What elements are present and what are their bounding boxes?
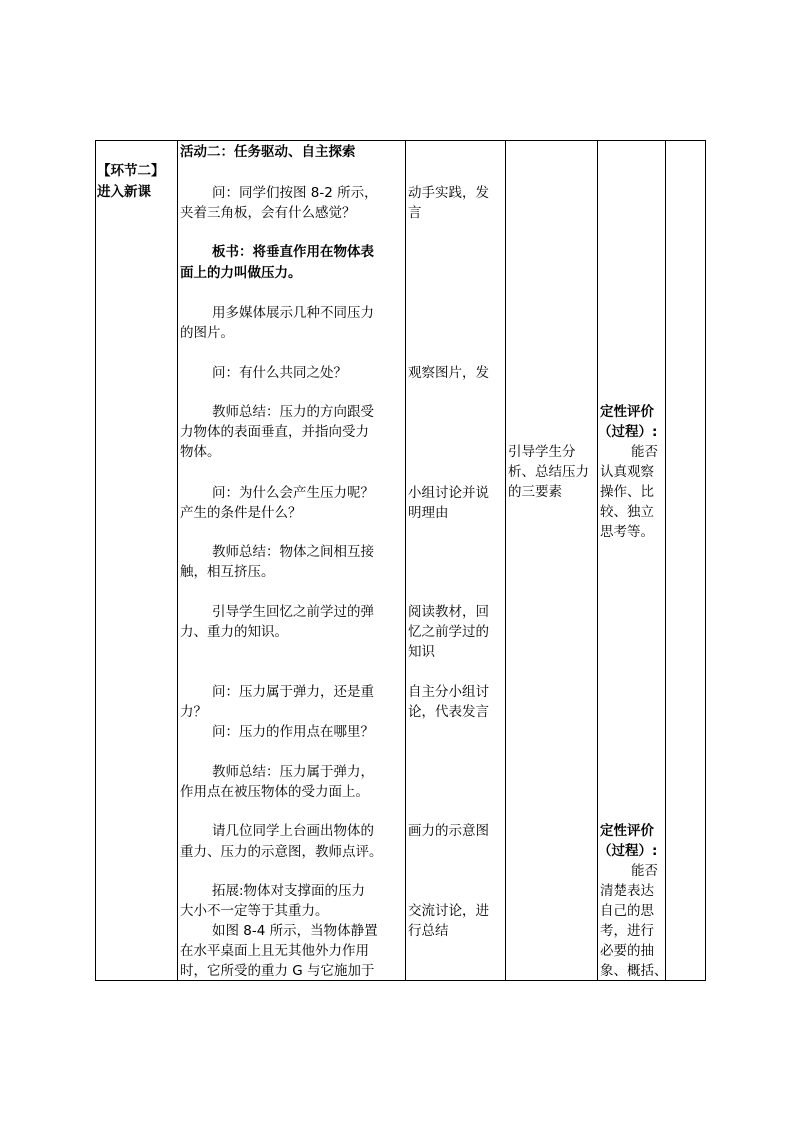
- student-act-7: 交流讨论，进: [408, 903, 489, 919]
- guide-note-cont: 力、重力的知识。: [180, 624, 288, 640]
- student-act-1-cont: 言: [408, 205, 422, 221]
- board-note: 板书：将垂直作用在物体表: [212, 244, 374, 260]
- extension-note-cont: 大小不一定等于其重力。: [180, 903, 329, 919]
- guide-note: 引导学生回忆之前学过的弹: [212, 604, 374, 620]
- figure-note-end: 时，它所受的重力 G 与它施加于: [180, 963, 375, 979]
- question-3: 问：为什么会产生压力呢？: [212, 485, 374, 501]
- figure-note: 如图 8-4 所示，当物体静置: [212, 923, 378, 939]
- drawing-task-cont: 重力、压力的示意图，教师点评。: [180, 844, 383, 860]
- eval-2-line-3: 自己的思: [600, 903, 654, 919]
- figure-note-cont: 在水平桌面上且无其他外力作用: [180, 943, 369, 959]
- eval-2-subtitle: （过程）:: [598, 843, 658, 859]
- eval-1-line-5: 思考等。: [600, 524, 654, 540]
- activity-title: 活动二：任务驱动、自主探索: [180, 144, 356, 160]
- student-act-6: 画力的示意图: [408, 823, 489, 839]
- eval-2-line-4: 考，进行: [600, 923, 654, 939]
- col-divider-0: [95, 140, 96, 981]
- stage-title: 进入新课: [97, 184, 151, 200]
- question-3-cont: 产生的条件是什么？: [180, 505, 302, 521]
- col-divider-6: [705, 140, 706, 981]
- col-divider-1: [177, 140, 178, 981]
- student-act-3: 小组讨论并说: [408, 485, 489, 501]
- summary-3: 教师总结：压力属于弹力，: [212, 764, 374, 780]
- student-act-4-cont: 忆之前学过的: [408, 624, 489, 640]
- col-divider-5: [665, 140, 666, 981]
- board-note-cont: 面上的力叫做压力。: [180, 265, 302, 281]
- col-divider-2: [405, 140, 406, 981]
- intent-line-2: 析、总结压力: [508, 464, 589, 480]
- eval-1-line-1: 能否: [631, 444, 658, 460]
- intent-line-1: 引导学生分: [508, 444, 576, 460]
- student-act-4-end: 知识: [408, 644, 435, 660]
- extension-note: 拓展:物体对支撑面的压力: [212, 883, 366, 899]
- summary-2-cont: 触，相互挤压。: [180, 564, 275, 580]
- eval-1-line-4: 较、独立: [600, 504, 654, 520]
- student-act-2: 观察图片，发: [408, 365, 489, 381]
- eval-2-line-5: 必要的抽: [600, 943, 654, 959]
- eval-2-line-6: 象、概括、: [600, 963, 668, 979]
- eval-1-subtitle: （过程）:: [598, 424, 658, 440]
- student-act-5-cont: 论，代表发言: [408, 704, 489, 720]
- question-4: 问：压力属于弹力，还是重: [212, 684, 374, 700]
- col-divider-3: [505, 140, 506, 981]
- eval-1-line-3: 操作、比: [600, 484, 654, 500]
- question-5: 问：压力的作用点在哪里？: [212, 724, 374, 740]
- question-2: 问：有什么共同之处？: [212, 365, 347, 381]
- stage-label: 【环节二】: [97, 163, 165, 179]
- drawing-task: 请几位同学上台画出物体的: [212, 823, 374, 839]
- student-act-4: 阅读教材，回: [408, 604, 489, 620]
- question-1: 问：同学们按图 8-2 所示，: [212, 185, 378, 201]
- intent-line-3: 的三要素: [508, 484, 562, 500]
- eval-1-line-2: 认真观察: [600, 464, 654, 480]
- student-act-3-cont: 明理由: [408, 505, 449, 521]
- student-act-7-cont: 行总结: [408, 923, 449, 939]
- media-note: 用多媒体展示几种不同压力: [212, 305, 374, 321]
- eval-2-line-2: 清楚表达: [600, 883, 654, 899]
- table-top-border: [95, 140, 706, 141]
- eval-2-title: 定性评价: [600, 823, 654, 839]
- summary-1-cont: 力物体的表面垂直，并指向受力: [180, 424, 369, 440]
- question-1-cont: 夹着三角板，会有什么感觉？: [180, 205, 356, 221]
- summary-2: 教师总结：物体之间相互接: [212, 544, 374, 560]
- media-note-cont: 的图片。: [180, 325, 234, 341]
- summary-3-cont: 作用点在被压物体的受力面上。: [180, 784, 369, 800]
- question-4-cont: 力？: [180, 704, 207, 720]
- student-act-1: 动手实践，发: [408, 185, 489, 201]
- summary-1-end: 物体。: [180, 444, 221, 460]
- summary-1: 教师总结：压力的方向跟受: [212, 404, 374, 420]
- eval-2-line-1: 能否: [631, 863, 658, 879]
- eval-1-title: 定性评价: [600, 404, 654, 420]
- student-act-5: 自主分小组讨: [408, 684, 489, 700]
